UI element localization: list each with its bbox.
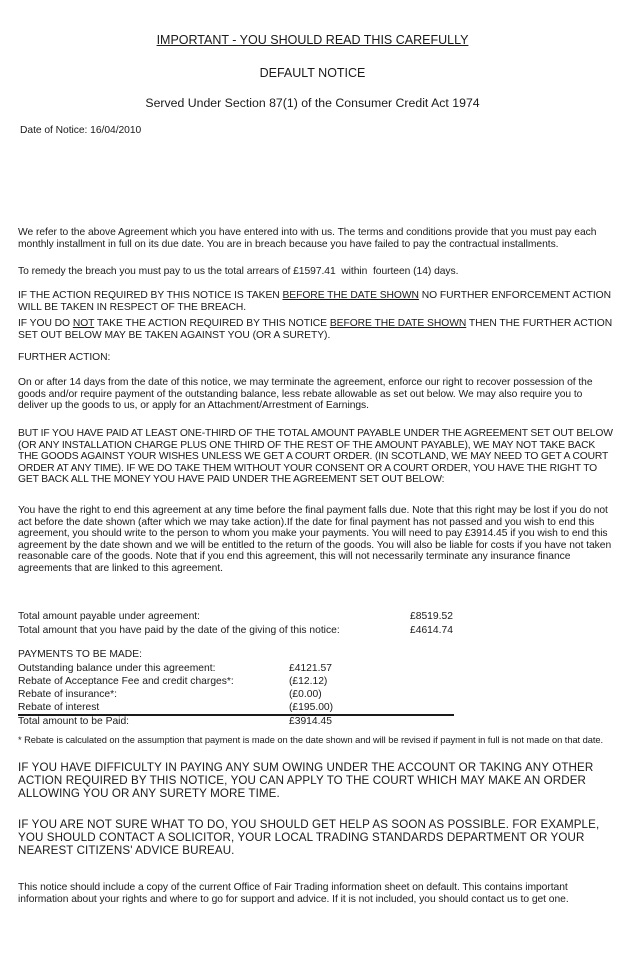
action-taken-text-c: NO FURTHER ENFORCEMENT ACTION WILL BE TAKEN IN RESPECT OF THE BREACH. (18, 290, 611, 313)
notice-date-label: Date of Notice: (20, 125, 88, 136)
deadline-text: fourteen (14) days. (372, 266, 459, 277)
important-heading: IMPORTANT - YOU SHOULD READ THIS CAREFULLY (156, 33, 469, 47)
outstanding-balance-value: £4121.57 (289, 663, 332, 674)
total-payable-label: Total amount payable under agreement: (18, 611, 201, 622)
not-underlined: NOT (72, 318, 95, 329)
within-word: within (341, 266, 368, 277)
action-not-text-c: TAKE THE ACTION REQUIRED BY THIS NOTICE (96, 318, 327, 329)
document-title: DEFAULT NOTICE (259, 66, 366, 80)
payments-heading: PAYMENTS TO BE MADE: (18, 649, 142, 660)
right-to-end-text-2: if you wish to end this agreement by the date shown and we will be entitled to the return of the goods. You will also be liable for costs if you have not taken reasonable care of the goods. Note that if you end this agreement, this will not necessarily terminate any insurance finance agreements that are linked to this agreement. (18, 528, 612, 574)
total-paid-value: £4614.74 (410, 625, 453, 636)
difficulty-warning: IF YOU HAVE DIFFICULTY IN PAYING ANY SUM OWING UNDER THE ACCOUNT OR TAKING ANY OTHER ACTION REQUIRED BY THIS NOTICE, YOU CAN APPLY TO THE COURT WHICH MAY MAKE AN ORDER ALLOWING YOU OR ANY SURETY MORE TIME. (18, 761, 594, 801)
remedy-prefix: To remedy the breach you must pay to us the total arrears of (18, 266, 291, 277)
action-taken-text-a: IF THE ACTION REQUIRED BY THIS NOTICE IS TAKEN (18, 290, 280, 301)
rebate-fee-value: (£12.12) (289, 676, 328, 687)
rebate-footnote: * Rebate is calculated on the assumption that payment is made on the date shown and will be revised if payment in full is not made on that date. (18, 735, 604, 745)
action-taken-paragraph (18, 290, 614, 313)
remedy-line (18, 266, 614, 278)
rebate-interest-value: (£195.00) (289, 702, 334, 713)
rebate-insurance-label: Rebate of insurance*: (18, 689, 118, 700)
action-not-text-e: THEN THE FURTHER ACTION SET OUT BELOW MAY BE TAKEN AGAINST YOU (OR A SURETY). (18, 318, 613, 341)
served-under-heading: Served Under Section 87(1) of the Consumer Credit Act 1974 (145, 96, 480, 110)
further-action-paragraph-2: BUT IF YOU HAVE PAID AT LEAST ONE-THIRD OF THE TOTAL AMOUNT PAYABLE UNDER THE AGREEMENT SET OUT BELOW (OR ANY INSTALLATION CHARGE PLUS ONE THIRD OF THE REST OF THE AMOUNT PAYABLE), WE MAY NOT TAKE BACK THE GOODS AGAINST YOUR WISHES UNLESS WE GET A COURT ORDER. (IN SCOTLAND, WE MAY NEED TO GET A COURT ORDER AT ANY TIME). IF WE DO TAKE THEM WITHOUT YOUR CONSENT OR A COURT ORDER, YOU HAVE THE RIGHT TO GET BACK ALL THE MONEY YOU HAVE PAID UNDER THE AGREEMENT SET OUT BELOW: (18, 428, 613, 486)
rebate-fee-label: Rebate of Acceptance Fee and credit charges*: (18, 676, 234, 687)
closing-paragraph: This notice should include a copy of the current Office of Fair Trading information sheet on default. This contains important information about your rights and where to go for support and advice. If it is not included, you should contact us to get one. (18, 882, 569, 905)
rebate-insurance-value: (£0.00) (289, 689, 322, 700)
right-to-end-paragraph (18, 505, 614, 575)
intro-paragraph: We refer to the above Agreement which you have entered into with us. The terms and conditions provide that you must pay each monthly installment in full on its due date. You are in breach because you have failed to pay the contractual installments. (18, 227, 597, 250)
before-date-shown-1: BEFORE THE DATE SHOWN (282, 290, 419, 301)
before-date-shown-2: BEFORE THE DATE SHOWN (329, 318, 467, 329)
further-action-paragraph-1: On or after 14 days from the date of this notice, we may terminate the agreement, enforce our right to recover possession of the goods and/or require payment of the outstanding balance, less rebate allowable as set out below. We may also require you to deliver up the goods to us, or apply for an Attachment/Arrestment of Earnings. (18, 377, 593, 412)
end-agreement-amount: £3914.45 (464, 528, 508, 540)
notice-date-line (20, 125, 141, 137)
further-action-heading: FURTHER ACTION: (18, 352, 111, 363)
notice-date-value: 16/04/2010 (90, 125, 142, 136)
total-to-pay-label: Total amount to be Paid: (18, 716, 130, 727)
action-not-taken-paragraph (18, 318, 614, 341)
rebate-interest-label: Rebate of interest (18, 702, 100, 713)
total-payable-value: £8519.52 (410, 611, 453, 622)
total-to-pay-value: £3914.45 (289, 716, 332, 727)
arrears-amount: £1597.41 (293, 266, 336, 277)
action-not-text-a: IF YOU DO (18, 318, 70, 329)
total-paid-label: Total amount that you have paid by the date of the giving of this notice: (18, 625, 340, 636)
outstanding-balance-label: Outstanding balance under this agreement: (18, 663, 216, 674)
right-to-end-text-1: You have the right to end this agreement at any time before the final payment falls due. Note that this right may be lost if you do not act before the date shown (after which we may take action).If the date for final payment has not passed and you wish to end this agreement, you should write to the person to whom you make your payments. You will need to pay (18, 505, 608, 540)
not-sure-warning: IF YOU ARE NOT SURE WHAT TO DO, YOU SHOULD GET HELP AS SOON AS POSSIBLE. FOR EXAMPLE, YOU SHOULD CONTACT A SOLICITOR, YOUR LOCAL TRADING STANDARDS DEPARTMENT OR YOUR NEAREST CITIZENS' ADVICE BUREAU. (18, 818, 600, 858)
